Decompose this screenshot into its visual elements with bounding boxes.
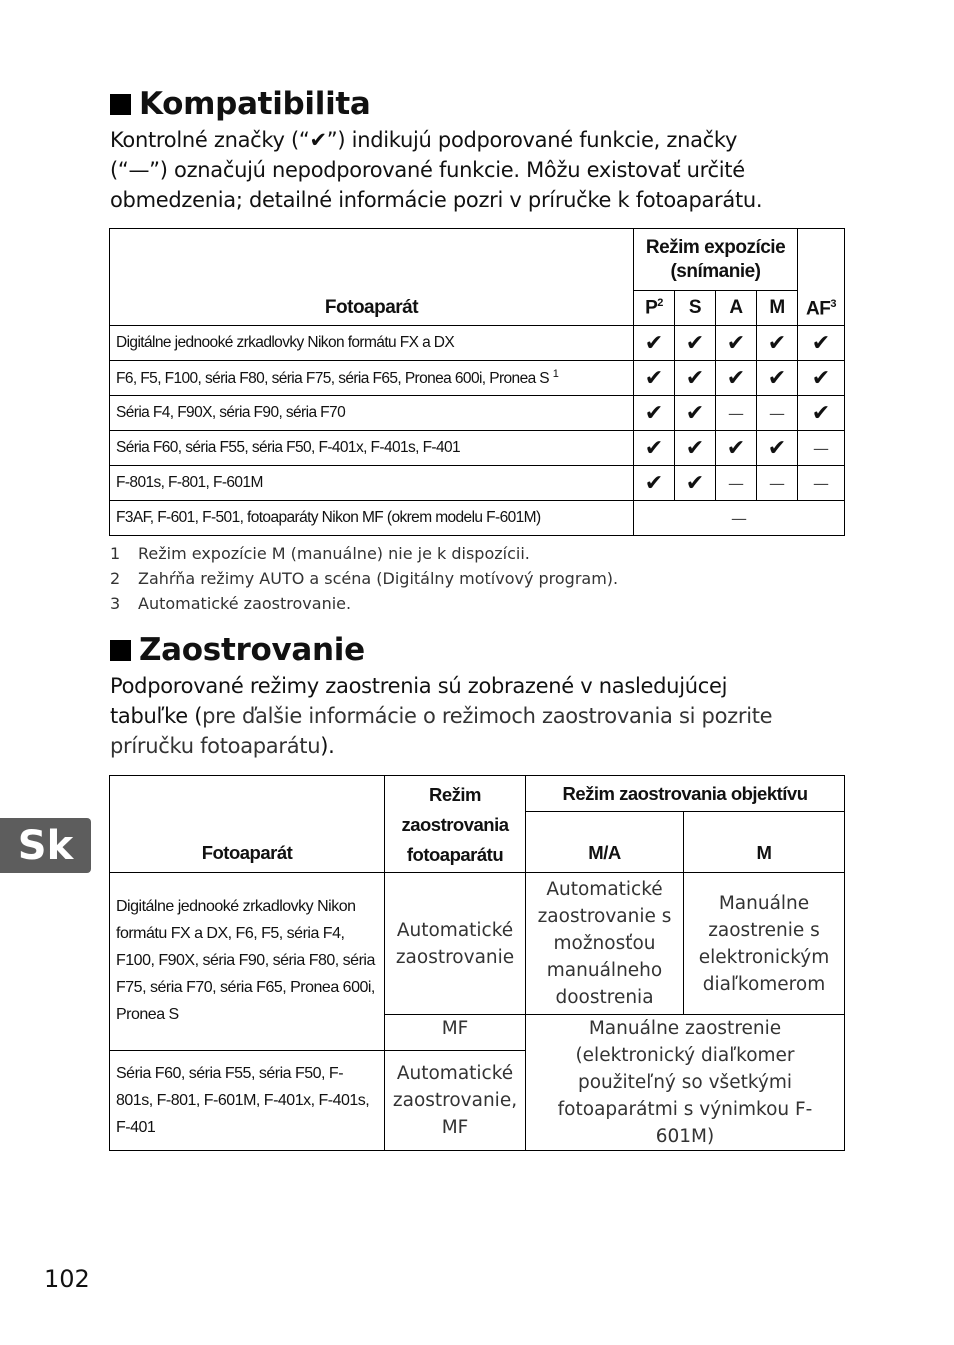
mark-cell: ✔: [675, 326, 716, 361]
footnote-text: Zahŕňa režimy AUTO a scéna (Digitálny motívový program).: [138, 569, 619, 588]
section-title: Zaostrovanie: [139, 632, 365, 668]
mark-cell: ✔: [798, 326, 845, 361]
mark-cell: ✔: [675, 466, 716, 501]
camera-name: F-801s, F-801, F-601M: [116, 474, 263, 491]
ma-cell: Automatické zaostrovanie s možnosťou manuálneho doostrenia: [526, 873, 684, 1015]
mark-cell: —: [798, 431, 845, 466]
camera-cell: [110, 466, 634, 501]
footnote-ref: 3: [830, 297, 836, 310]
paragraph-segment: príručku fotoaparátu: [110, 734, 321, 758]
header-m: M: [684, 812, 845, 873]
paragraph-segment: ).: [320, 734, 335, 758]
mark-cell: ✔: [675, 396, 716, 431]
header-m: M: [757, 291, 798, 326]
focus-mode-cell: Automatické zaostrovanie, MF: [385, 1051, 526, 1151]
focus-mode-cell: MF: [385, 1015, 526, 1051]
footnote-number: 2: [110, 569, 121, 588]
camera-name: Digitálne jednooké zrkadlovky Nikon formátu FX a DX: [116, 334, 455, 351]
paragraph-line: (“—”) označujú nepodporované funkcie. Môžu existovať určité: [110, 158, 745, 182]
mark-cell: ✔: [798, 361, 845, 396]
footnote: [110, 591, 618, 616]
footnote: [110, 566, 618, 591]
header-af-label: AF: [806, 298, 831, 319]
footnote-ref: 1: [552, 367, 559, 380]
table-row: [110, 466, 845, 501]
section-title: Kompatibilita: [139, 86, 371, 122]
header-p-label: P: [645, 297, 658, 319]
paragraph-line: Podporované režimy zaostrenia sú zobrazené v nasledujúcej: [110, 674, 728, 698]
footnote-text: Automatické zaostrovanie.: [138, 594, 352, 613]
mark-cell: ✔: [716, 361, 757, 396]
manual-focus-cell: Manuálne zaostrenie (elektronický diaľkomer použiteľný so všetkými fotoaparátmi s výnimkou F-601M): [526, 1015, 845, 1151]
camera-cell: F3AF, F-601, F-501, fotoaparáty Nikon MF (okrem modelu F-601M): [110, 501, 634, 536]
mark-cell: —: [634, 501, 845, 536]
paragraph-line: Kontrolné značky (“✔”) indikujú podporované funkcie, značky: [110, 128, 738, 152]
footnote-number: 1: [110, 544, 121, 563]
mark-cell: ✔: [675, 361, 716, 396]
paragraph-segment: pre ďalšie informácie o režimoch zaostrovania si pozrite: [202, 704, 773, 728]
camera-name: Séria F4, F90X, séria F90, séria F70: [116, 404, 346, 421]
mark-cell: ✔: [634, 466, 675, 501]
table-row: [110, 501, 845, 536]
mark-cell: —: [716, 466, 757, 501]
mark-cell: ✔: [798, 396, 845, 431]
footnote-text: Režim expozície M (manuálne) nie je k dispozícii.: [138, 544, 530, 563]
mark-cell: ✔: [716, 326, 757, 361]
camera-cell: [110, 326, 634, 361]
focus-paragraph: [110, 671, 840, 761]
mark-cell: ✔: [757, 326, 798, 361]
camera-cell: Digitálne jednooké zrkadlovky Nikon formátu FX a DX, F6, F5, séria F4, F100, F90X, séria F90, séria F80, séria F75, séria F70, séria F65, Pronea 600i, Pronea S: [110, 873, 385, 1051]
header-camera: Fotoaparát: [110, 776, 385, 873]
paragraph-line: [110, 701, 840, 731]
table-row: [110, 873, 845, 1015]
intro-paragraph: [110, 125, 840, 215]
footnotes: [110, 541, 618, 616]
camera-name: F6, F5, F100, séria F80, séria F75, séria F65, Pronea 600i, Pronea S: [116, 370, 550, 388]
footnote-number: 3: [110, 594, 121, 613]
page-number: 102: [44, 1265, 90, 1293]
mark-cell: ✔: [634, 361, 675, 396]
m-cell: Manuálne zaostrenie s elektronickým diaľkomerom: [684, 873, 845, 1015]
header-s: S: [675, 291, 716, 326]
square-bullet-icon: [110, 94, 131, 115]
footnote: [110, 541, 618, 566]
footnote-ref: 2: [657, 296, 663, 309]
mark-cell: —: [757, 466, 798, 501]
language-tab: Sk: [0, 818, 91, 873]
paragraph-segment: tabuľke (: [110, 704, 203, 728]
paragraph-line: [110, 731, 840, 761]
header-p: [634, 291, 675, 326]
camera-cell: Séria F60, séria F55, séria F50, F-801s, F-801, F-601M, F-401x, F-401s, F-401: [110, 1051, 385, 1151]
section-heading-zaostrovanie: [110, 632, 365, 668]
compatibility-table: [109, 228, 845, 536]
mark-cell: ✔: [634, 431, 675, 466]
header-ma: M/A: [526, 812, 684, 873]
mark-cell: ✔: [675, 431, 716, 466]
mark-cell: ✔: [757, 361, 798, 396]
mark-cell: —: [716, 396, 757, 431]
camera-cell: [110, 431, 634, 466]
mark-cell: —: [798, 466, 845, 501]
header-exposure-mode: Režim expozície (snímanie): [634, 229, 798, 291]
table-row: [110, 396, 845, 431]
header-a: A: [716, 291, 757, 326]
camera-cell: [110, 361, 634, 396]
mark-cell: ✔: [634, 396, 675, 431]
header-camera: Fotoaparát: [110, 229, 634, 326]
camera-cell: [110, 396, 634, 431]
mark-cell: —: [757, 396, 798, 431]
table-row: [110, 361, 845, 396]
camera-name: Séria F60, séria F55, séria F50, F-401x, F-401s, F-401: [116, 439, 461, 456]
focus-table: [109, 775, 845, 1151]
table-row: [110, 431, 845, 466]
header-af: [798, 229, 845, 326]
header-camera-focus-mode: Režim zaostrovania fotoaparátu: [385, 776, 526, 873]
paragraph-line: obmedzenia; detailné informácie pozri v príručke k fotoaparátu.: [110, 188, 763, 212]
mark-cell: ✔: [716, 431, 757, 466]
table-row: [110, 326, 845, 361]
header-lens-focus-mode: Režim zaostrovania objektívu: [526, 776, 845, 812]
section-heading-kompatibilita: [110, 86, 371, 122]
mark-cell: ✔: [634, 326, 675, 361]
focus-mode-cell: Automatické zaostrovanie: [385, 873, 526, 1015]
mark-cell: ✔: [757, 431, 798, 466]
square-bullet-icon: [110, 640, 131, 661]
